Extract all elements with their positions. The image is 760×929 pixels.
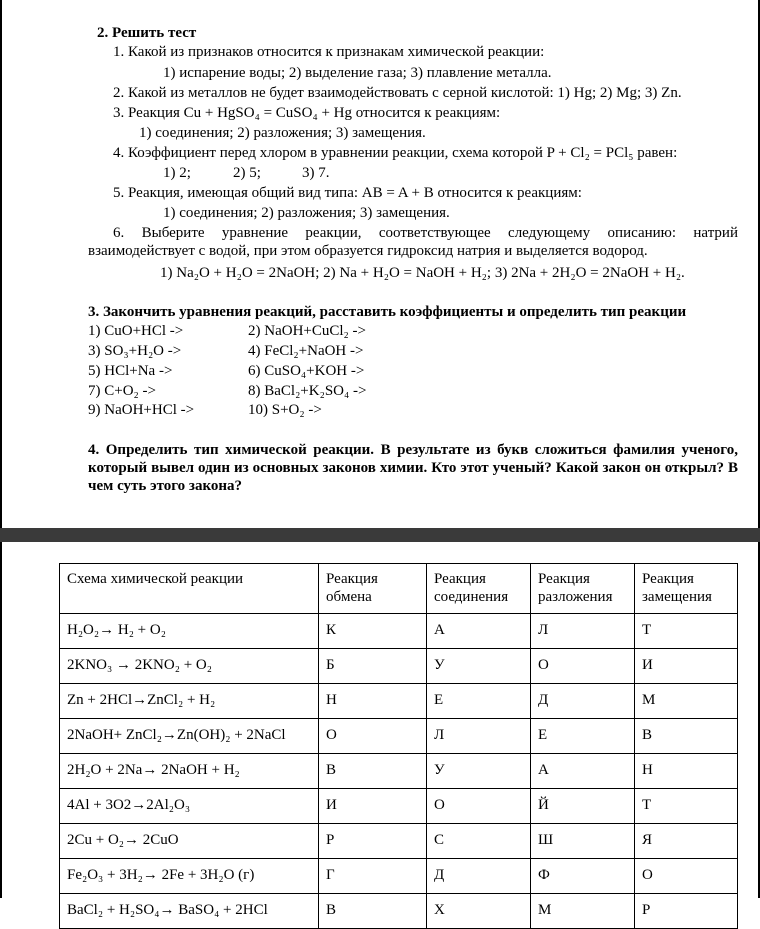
header-scheme: Схема химической реакции: [60, 564, 319, 614]
question-4-option-1: 1) 2;: [163, 165, 191, 181]
reaction-2: 2) NaOH+CuCl₂ ->: [248, 323, 366, 339]
section-3-title: 3. Закончить уравнения реакций, расставить коэффициенты и определить тип реакции: [88, 304, 687, 320]
question-5-options: 1) соединения; 2) разложения; 3) замещения.: [163, 205, 450, 221]
reaction-scheme: H₂O₂→ H₂ + O₂: [60, 614, 319, 649]
letter-exchange: К: [319, 614, 427, 649]
reaction-scheme: BaCl₂ + H₂SO₄→ BaSO₄ + 2HCl: [60, 894, 319, 929]
reaction-scheme: 2NaOH+ ZnCl₂→Zn(OH)₂ + 2NaCl: [60, 719, 319, 754]
letter-decomposition: Д: [531, 684, 635, 719]
page-edge-left: [0, 542, 2, 898]
worksheet-page-2: [0, 542, 760, 918]
reaction-scheme: Fe₂O₃ + 3H₂→ 2Fe + 3H₂O (г): [60, 859, 319, 894]
letter-decomposition: А: [531, 754, 635, 789]
reaction-5: 5) HCl+Na ->: [88, 363, 173, 379]
table-row: [60, 684, 738, 719]
table-row: [60, 754, 738, 789]
letter-combination: Х: [427, 894, 531, 929]
table-row: [60, 894, 738, 929]
letter-combination: Е: [427, 684, 531, 719]
table-row: [60, 824, 738, 859]
question-3: 3. Реакция Cu + HgSO₄ = CuSO₄ + Hg относится к реакциям:: [113, 105, 501, 121]
reaction-3: 3) SO₃+H₂O ->: [88, 343, 182, 359]
table-header-row: [60, 564, 738, 614]
letter-exchange: В: [319, 894, 427, 929]
table-row: [60, 614, 738, 649]
header-decomposition: Реакция разложения: [531, 564, 635, 614]
letter-exchange: Б: [319, 649, 427, 684]
table-row: [60, 719, 738, 754]
header-combination: Реакция соединения: [427, 564, 531, 614]
table-row: [60, 859, 738, 894]
header-substitution: Реакция замещения: [635, 564, 738, 614]
letter-exchange: Г: [319, 859, 427, 894]
letter-exchange: И: [319, 789, 427, 824]
letter-substitution: В: [635, 719, 738, 754]
letter-substitution: Н: [635, 754, 738, 789]
question-3-options: 1) соединения; 2) разложения; 3) замещения.: [139, 125, 426, 141]
question-2: 2. Какой из металлов не будет взаимодействовать с серной кислотой: 1) Hg; 2) Mg; 3) Zn.: [113, 85, 682, 101]
letter-decomposition: Ш: [531, 824, 635, 859]
reaction-scheme: 2Cu + O₂→ 2CuO: [60, 824, 319, 859]
letter-substitution: Я: [635, 824, 738, 859]
letter-decomposition: О: [531, 649, 635, 684]
letter-substitution: Т: [635, 614, 738, 649]
reaction-scheme: Zn + 2HCl→ZnCl₂ + H₂: [60, 684, 319, 719]
reaction-8: 8) BaCl₂+K₂SO₄ ->: [248, 383, 367, 399]
reaction-scheme: 2KNO₃ → 2KNO₂ + O₂: [60, 649, 319, 684]
reaction-6: 6) CuSO₄+KOH ->: [248, 363, 365, 379]
reaction-scheme: 4Al + 3O2→2Al₂O₃: [60, 789, 319, 824]
question-6: 6. Выберите уравнение реакции, соответствующее следующему описанию: натрий взаимодействует с водой, при этом образуется гидроксид натрия и выделяется водород.: [88, 225, 738, 259]
letter-combination: У: [427, 754, 531, 789]
letter-substitution: Р: [635, 894, 738, 929]
page-separator: [0, 528, 760, 542]
letter-combination: У: [427, 649, 531, 684]
letter-combination: О: [427, 789, 531, 824]
letter-decomposition: Е: [531, 719, 635, 754]
letter-combination: С: [427, 824, 531, 859]
reaction-1: 1) CuO+HCl ->: [88, 323, 184, 339]
letter-exchange: Н: [319, 684, 427, 719]
reaction-10: 10) S+O₂ ->: [248, 402, 322, 418]
letter-exchange: Р: [319, 824, 427, 859]
letter-decomposition: М: [531, 894, 635, 929]
section-2-title: 2. Решить тест: [97, 25, 197, 41]
letter-decomposition: Л: [531, 614, 635, 649]
question-4: 4. Коэффициент перед хлором в уравнении реакции, схема которой P + Cl₂ = PCl₅ равен:: [113, 145, 678, 161]
letter-substitution: И: [635, 649, 738, 684]
letter-decomposition: Ф: [531, 859, 635, 894]
letter-combination: Д: [427, 859, 531, 894]
section-4-text: 4. Определить тип химической реакции. В результате из букв сложиться фамилия ученого, который вывел один из основных законов химии. Кто этот ученый? Какой закон он открыл? В чем суть этого закона?: [88, 442, 738, 494]
table-row: [60, 649, 738, 684]
question-1: 1. Какой из признаков относится к признакам химической реакции:: [113, 44, 545, 60]
header-exchange: Реакция обмена: [319, 564, 427, 614]
page-edge-left: [0, 0, 2, 530]
letter-substitution: О: [635, 859, 738, 894]
reaction-scheme: 2H₂O + 2Na→ 2NaOH + H₂: [60, 754, 319, 789]
question-6-options: 1) Na₂O + H₂O = 2NaOH; 2) Na + H₂O = NaOH + H₂; 3) 2Na + 2H₂O = 2NaOH + H₂.: [160, 265, 685, 281]
question-4-option-2: 2) 5;: [233, 165, 261, 181]
question-4-option-3: 3) 7.: [302, 165, 330, 181]
letter-substitution: М: [635, 684, 738, 719]
reaction-type-table: [59, 563, 738, 929]
table-row: [60, 789, 738, 824]
letter-exchange: О: [319, 719, 427, 754]
question-5: 5. Реакция, имеющая общий вид типа: AB = A + B относится к реакциям:: [113, 185, 582, 201]
reaction-9: 9) NaOH+HCl ->: [88, 402, 195, 418]
letter-decomposition: Й: [531, 789, 635, 824]
letter-exchange: В: [319, 754, 427, 789]
question-1-options: 1) испарение воды; 2) выделение газа; 3) плавление металла.: [163, 65, 552, 81]
reaction-7: 7) C+O₂ ->: [88, 383, 156, 399]
letter-substitution: Т: [635, 789, 738, 824]
letter-combination: Л: [427, 719, 531, 754]
letter-combination: А: [427, 614, 531, 649]
reaction-4: 4) FeCl₂+NaOH ->: [248, 343, 364, 359]
